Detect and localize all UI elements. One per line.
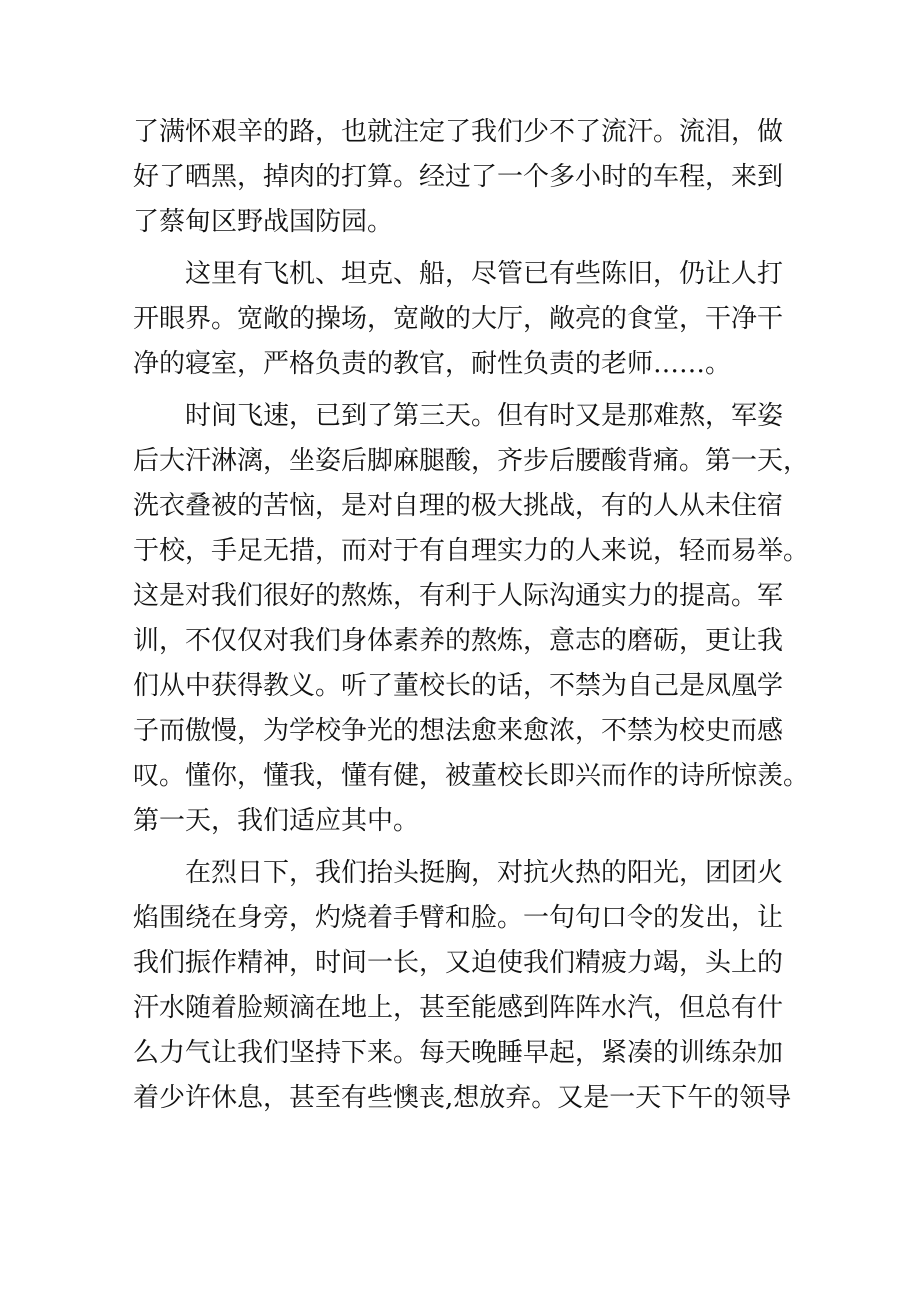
paragraph-1 xyxy=(133,110,793,245)
paragraph-2 xyxy=(133,252,793,387)
text-line: 叹。懂你，懂我，懂有健，被董校长即兴而作的诗所惊羡。 xyxy=(133,761,810,791)
text-line: 么力气让我们坚持下来。每天晚睡早起，紧凑的训练杂加 xyxy=(133,1038,784,1068)
text-line: 这里有飞机、坦克、船，尽管已有些陈旧，仍让人打 xyxy=(185,259,784,289)
text-line: 净的寝室，严格负责的教官，耐性负责的老师……。 xyxy=(133,349,732,379)
text-line: 着少许休息，甚至有些懊丧,想放弃。又是一天下午的领导 xyxy=(133,1083,792,1113)
text-line: 这是对我们很好的熬炼，有利于人际沟通实力的提高。军 xyxy=(133,581,784,611)
text-line: 第一天，我们适应其中。 xyxy=(133,806,420,836)
document-page xyxy=(133,110,810,1121)
text-line: 于校，手足无措，而对于有自理实力的人来说，轻而易举。 xyxy=(133,536,810,566)
text-line: 子而傲慢，为学校争光的想法愈来愈浓，不禁为校史而感 xyxy=(133,716,784,746)
paragraph-3 xyxy=(133,394,810,844)
text-line: 训，不仅仅对我们身体素养的熬炼，意志的磨砺，更让我 xyxy=(133,626,784,656)
text-line: 焰围绕在身旁，灼烧着手臂和脸。一句句口令的发出，让 xyxy=(133,903,784,933)
text-line: 好了晒黑，掉肉的打算。经过了一个多小时的车程，来到 xyxy=(133,162,784,192)
text-line: 了满怀艰辛的路，也就注定了我们少不了流汗。流泪，做 xyxy=(133,117,784,147)
text-line: 汗水随着脸颊滴在地上，甚至能感到阵阵水汽，但总有什 xyxy=(133,993,784,1023)
text-line: 洗衣叠被的苦恼，是对自理的极大挑战，有的人从未住宿 xyxy=(133,491,784,521)
paragraph-4 xyxy=(133,851,793,1121)
text-line: 我们振作精神，时间一长，又迫使我们精疲力竭，头上的 xyxy=(133,948,784,978)
text-line: 在烈日下，我们抬头挺胸，对抗火热的阳光，团团火 xyxy=(185,858,784,888)
text-line: 们从中获得教义。听了董校长的话，不禁为自己是凤凰学 xyxy=(133,671,784,701)
text-line: 时间飞速，已到了第三天。但有时又是那难熬，军姿 xyxy=(185,401,784,431)
text-line: 了蔡甸区野战国防园。 xyxy=(133,207,394,237)
text-line: 开眼界。宽敞的操场，宽敞的大厅，敞亮的食堂，干净干 xyxy=(133,304,784,334)
text-line: 后大汗淋漓，坐姿后脚麻腿酸，齐步后腰酸背痛。第一天， xyxy=(133,446,810,476)
